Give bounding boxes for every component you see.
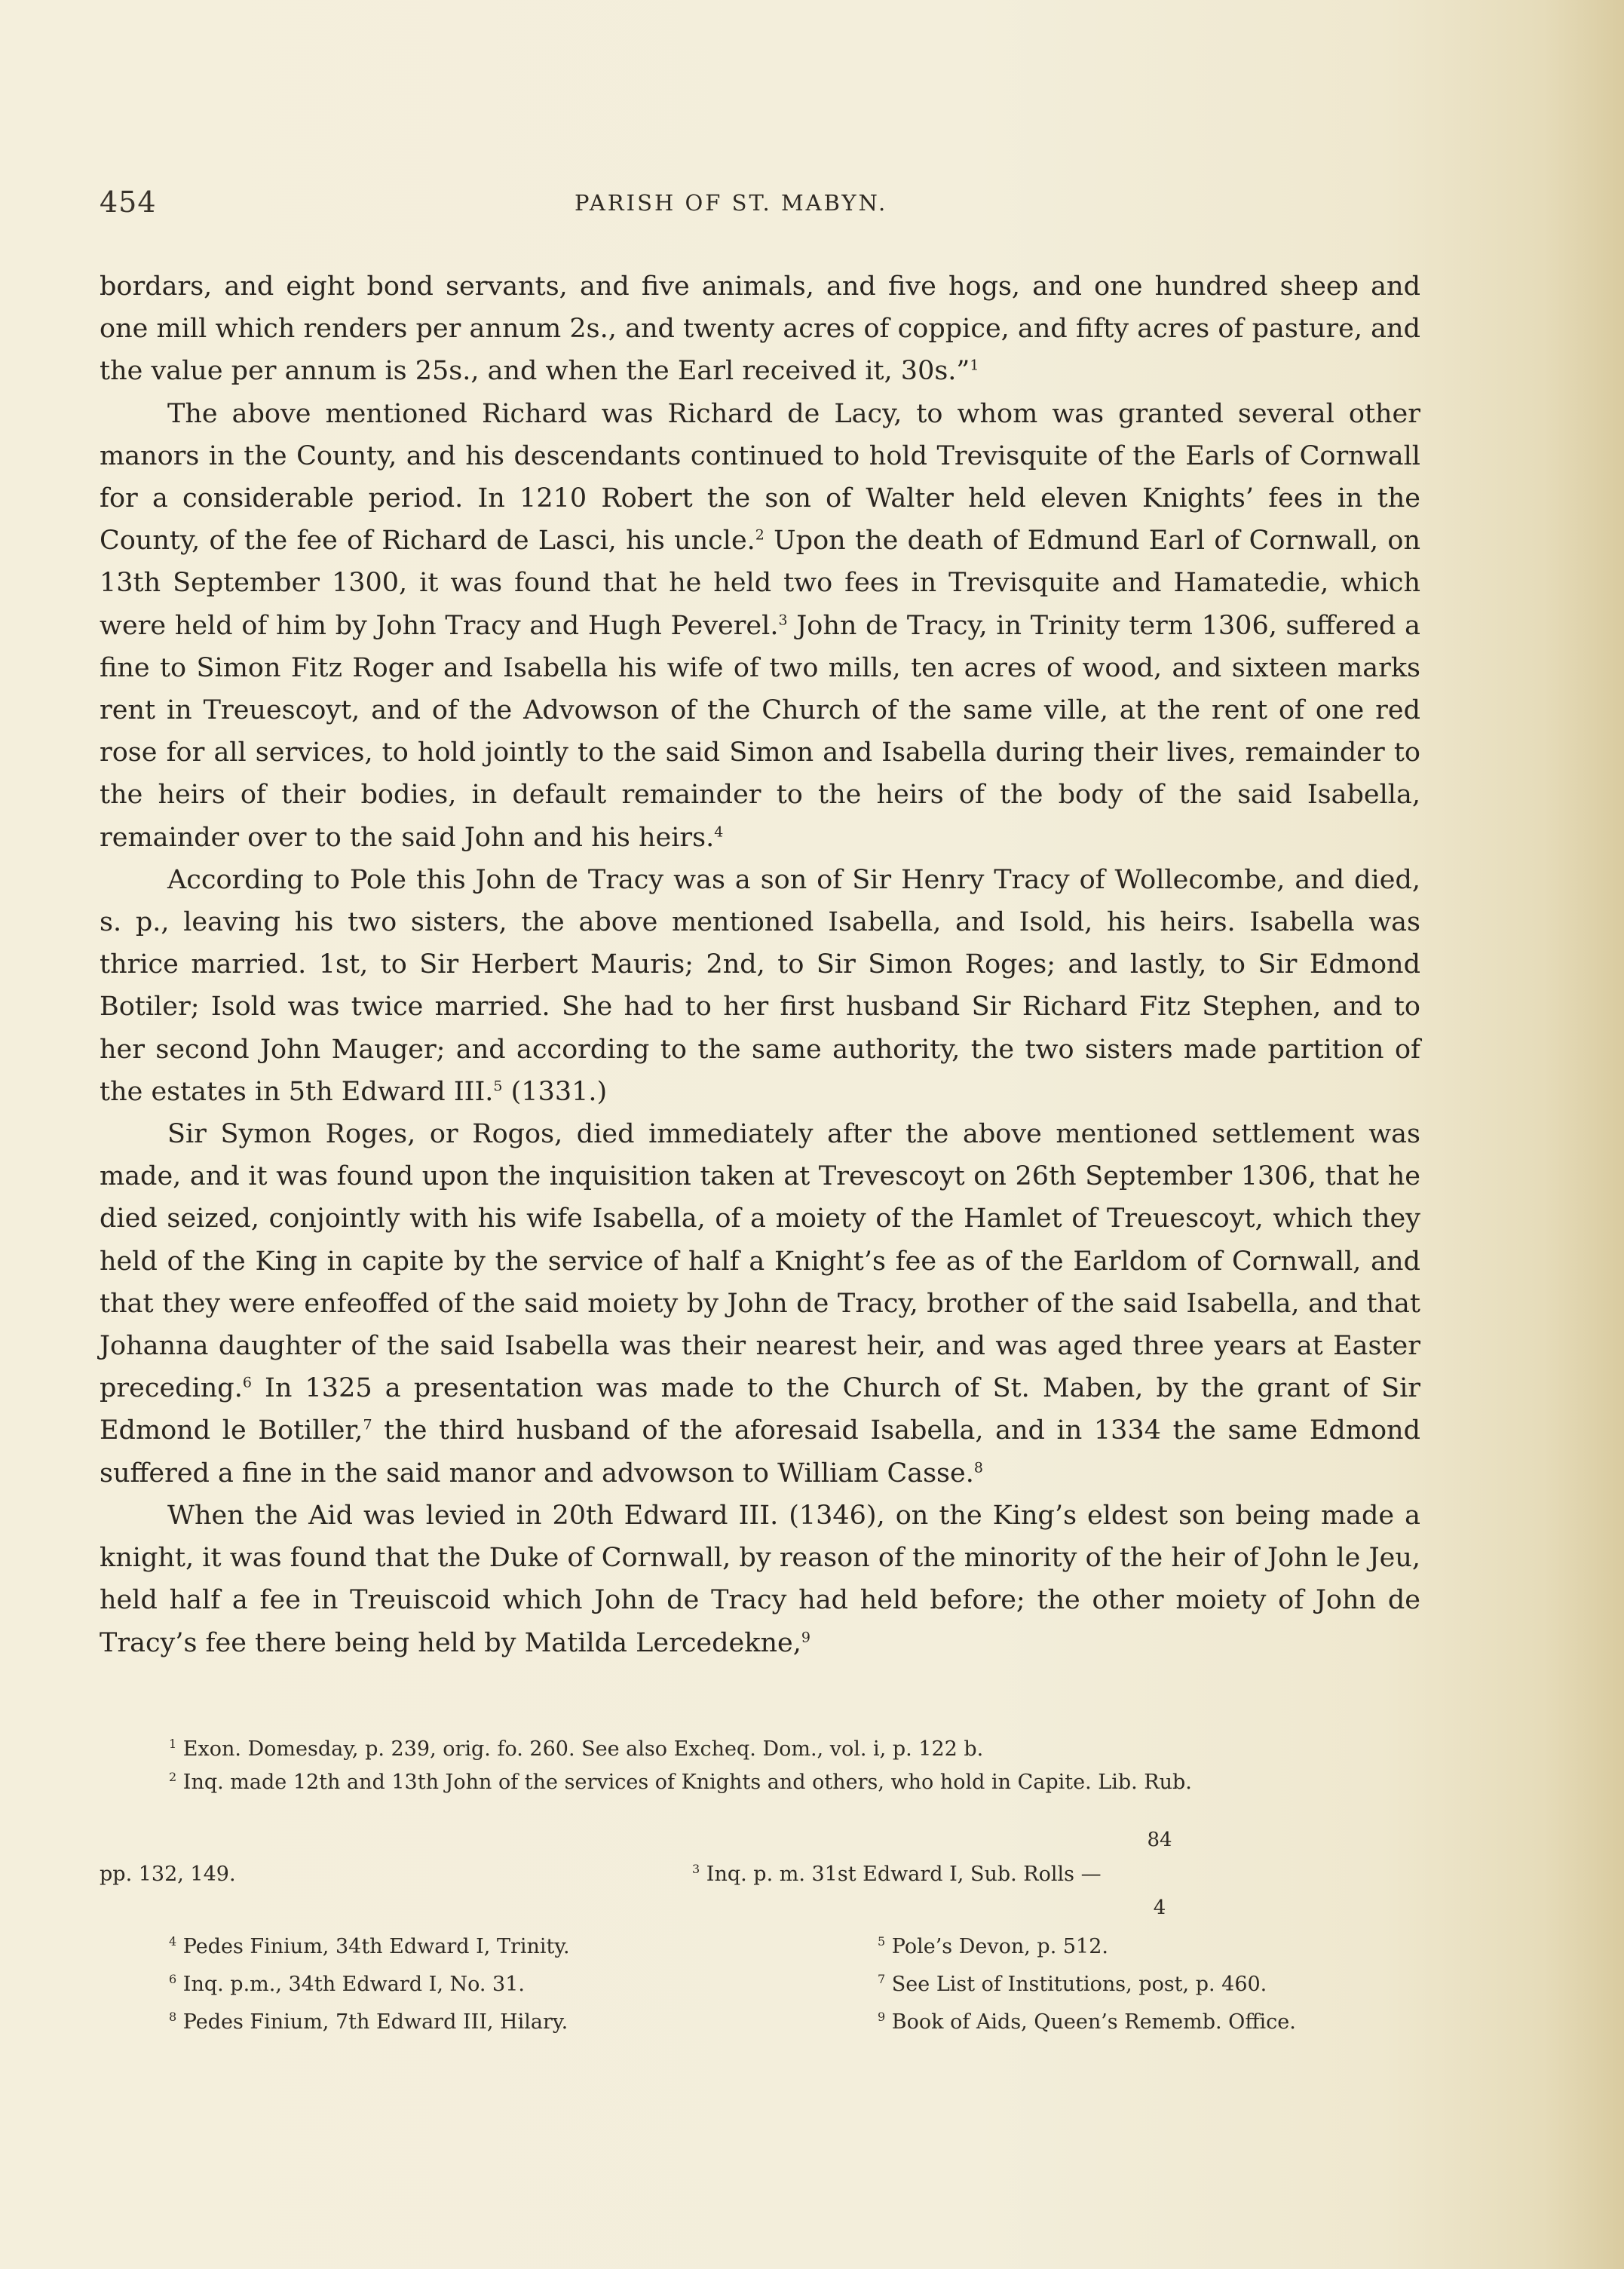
- footnote-ref: 8: [973, 1459, 983, 1476]
- running-title: PARISH OF ST. MABYN.: [575, 190, 888, 216]
- footnote-4: $^4$ Pedes Finium, 34th Edward I, Trinity.: [169, 1934, 570, 1958]
- footnote-ref: 6: [242, 1374, 252, 1391]
- paragraph-1: bordars, and eight bond servants, and five animals, and five hogs, and one hundred sheep and one mill which renders per annum 2s., and twenty acres of coppice, and fifty acres of pasture, and the value per annum is 25s., and when the Earl received it, 30s.”$^1$: [100, 271, 1420, 387]
- footnote-5: $^5$ Pole’s Devon, p. 512.: [878, 1934, 1108, 1958]
- footnote-6: $^6$ Inq. p.m., 34th Edward I, No. 31.: [169, 1972, 525, 1996]
- footnote-ref: 4: [714, 823, 724, 840]
- paragraph-3: According to Pole this John de Tracy was a son of Sir Henry Tracy of Wollecombe, and died, s. p., leaving his two sisters, the above mentioned Isabella, and Isold, his heirs. Isabella was thrice married. 1st, to Sir Herbert Mauris; 2nd, to Sir Simon Roges; and lastly, to Sir Edmond Botiler; Isold was twice married. She had to her first husband Sir Richard Fitz Stephen, and to her second John Mauger; and according to the same authority, the two sisters made partition of the estates in 5th Edward III.$^5$ (1331.): [100, 864, 1420, 1107]
- footnote-7: $^7$ See List of Institutions, post, p. 460.: [878, 1972, 1267, 1996]
- footnote-9: $^9$ Book of Aids, Queen’s Rememb. Office.: [878, 2010, 1296, 2034]
- footnote-ref: 1: [970, 357, 979, 374]
- footnote-3: $^3$ Inq. p. m. 31st Edward I, Sub. Rolls —: [692, 1862, 1102, 1886]
- footnote-2-continuation: pp. 132, 149.: [100, 1863, 236, 1886]
- footnote-3-fraction-top: 84: [1147, 1829, 1172, 1851]
- footnote-ref: 5: [493, 1078, 503, 1095]
- paragraph-2: The above mentioned Richard was Richard de Lacy, to whom was granted several other manors in the County, and his descendants continued to hold Trevisquite of the Earls of Cornwall for a considerable period. In 1210 Robert the son of Walter held eleven Knights’ fees in the County, of the fee of Richard de Lasci, his uncle.$^2$ Upon the death of Edmund Earl of Cornwall, on 13th September 1300, it was found that he held two fees in Trevisquite and Hamatedie, which were held of him by John Tracy and Hugh Peverel.$^3$ John de Tracy, in Trinity term 1306, suffered a fine to Simon Fitz Roger and Isabella his wife of two mills, ten acres of wood, and sixteen marks rent in Treuescoyt, and of the Advowson of the Church of the same ville, at the rent of one red rose for all services, to hold jointly to the said Simon and Isabella during their lives, remainder to the heirs of their bodies, in default remainder to the heirs of the body of the said Isabella, remainder over to the said John and his heirs.$^4$: [100, 398, 1420, 853]
- footnote-ref: 3: [778, 611, 788, 628]
- page-number: 454: [100, 186, 157, 219]
- body-text: [100, 265, 1420, 1664]
- page-header: [100, 186, 1426, 231]
- footnote-ref: 9: [801, 1628, 810, 1645]
- footnote-ref: 2: [755, 526, 765, 544]
- footnote-1: $^1$ Exon. Domesday, p. 239, orig. fo. 260. See also Excheq. Dom., vol. i, p. 122 b.: [169, 1737, 984, 1761]
- paragraph-5: When the Aid was levied in 20th Edward III. (1346), on the King’s eldest son being made a knight, it was found that the Duke of Cornwall, by reason of the minority of the heir of John le Jeu, held half a fee in Treuiscoid which John de Tracy had held before; the other moiety of John de Tracy’s fee there being held by Matilda Lercedekne,$^9$: [100, 1500, 1420, 1658]
- footnote-ref: 7: [363, 1416, 372, 1433]
- footnote-2: $^2$ Inq. made 12th and 13th John of the services of Knights and others, who hold in Capite. Lib. Rub.: [169, 1770, 1192, 1794]
- paragraph-4: Sir Symon Roges, or Rogos, died immediately after the above mentioned settlement was made, and it was found upon the inquisition taken at Trevescoyt on 26th September 1306, that he died seized, conjointly with his wife Isabella, of a moiety of the Hamlet of Treuescoyt, which they held of the King in capite by the service of half a Knight’s fee as of the Earldom of Cornwall, and that they were enfeoffed of the said moiety by John de Tracy, brother of the said Isabella, and that Johanna daughter of the said Isabella was their nearest heir, and was aged three years at Easter preceding.$^6$ In 1325 a presentation was made to the Church of St. Maben, by the grant of Sir Edmond le Botiller,$^7$ the third husband of the aforesaid Isabella, and in 1334 the same Edmond suffered a fine in the said manor and advowson to William Casse.$^8$: [100, 1119, 1420, 1489]
- footnote-8: $^8$ Pedes Finium, 7th Edward III, Hilary.: [169, 2010, 568, 2034]
- footnote-3-fraction-bottom: 4: [1153, 1896, 1166, 1919]
